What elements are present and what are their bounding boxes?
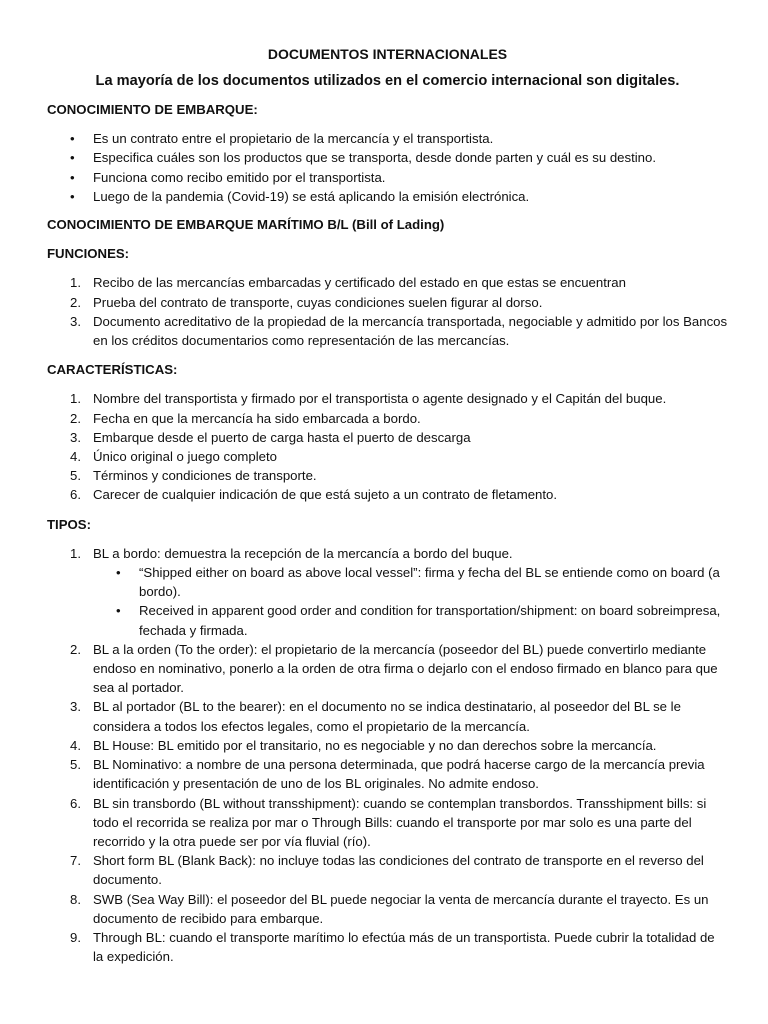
item-text: Único original o juego completo [93, 449, 278, 465]
list-item [47, 755, 728, 793]
item-number: 7. [70, 853, 81, 869]
item-text: Recibo de las mercancías embarcadas y certificado del estado en que estas se encuentran [93, 275, 626, 291]
item-text: BL sin transbordo (BL without transshipment): cuando se contemplan transbordos. Transshipment bills: si todo el recorrida se realiza por mar o Through Bills: cuando el transporte por mar solo es una parte del recorrido y la otra puede ser por vía fluvial (río). [93, 795, 707, 849]
item-text: Short form BL (Blank Back): no incluye todas las condiciones del contrato de transporte en el reverso del documento. [93, 853, 704, 888]
item-number: 4. [70, 449, 81, 465]
item-text: BL House: BL emitido por el transitario, no es negociable y no dan derechos sobre la mercancía. [93, 737, 657, 753]
item-number: 5. [70, 757, 81, 773]
item-text: Documento acreditativo de la propiedad de la mercancía transportada, negociable y admitido por los Bancos en los créditos documentarios como representación de las mercancías. [93, 313, 728, 349]
section-heading-tipos: TIPOS: [47, 516, 91, 532]
item-text: Términos y condiciones de transporte. [93, 468, 317, 484]
item-number: 2. [70, 641, 81, 657]
item-text: BL al portador (BL to the bearer): en el documento no se indica destinatario, al poseedor del BL se le considera a todos los efectos legales, como el propietario de la mercancía. [93, 699, 681, 734]
item-number: 4. [70, 737, 81, 753]
item-text: Prueba del contrato de transporte, cuyas condiciones suelen figurar al dorso. [93, 294, 543, 310]
item-text: BL a la orden (To the order): el propietario de la mercancía (poseedor del BL) puede convertirlo mediante endoso en nominativo, ponerlo a la orden de otra firma o dejarlo con el endoso firmado en blanco para que sea al portador. [93, 641, 718, 696]
list-item [47, 447, 728, 466]
list-item: • Especifica cuáles son los productos que se transporta, desde donde parten y cuál es su destino. [47, 148, 728, 167]
list-item [47, 293, 728, 312]
list-item [47, 890, 728, 928]
list-item [47, 485, 728, 504]
sub-list [93, 563, 728, 640]
list-item [47, 312, 728, 350]
list-item [47, 466, 728, 485]
item-number: 1. [70, 391, 81, 407]
section-heading-funciones: FUNCIONES: [47, 246, 130, 262]
list-item [47, 794, 728, 852]
caracteristicas-list [47, 389, 728, 504]
item-number: 1. [70, 545, 81, 561]
funciones-list [47, 273, 728, 350]
document-subtitle: La mayoría de los documentos utilizados en el comercio internacional son digitales. [95, 73, 680, 89]
list-item: • Es un contrato entre el propietario de la mercancía y el transportista. [47, 129, 728, 148]
item-text: Embarque desde el puerto de carga hasta el puerto de descarga [93, 429, 471, 445]
list-item [47, 640, 728, 698]
list-item [47, 928, 728, 966]
list-item [47, 428, 728, 447]
item-text: Nombre del transportista y firmado por el transportista o agente designado y el Capitán del buque. [93, 391, 667, 407]
list-item [47, 544, 728, 640]
list-item: • Funciona como recibo emitido por el transportista. [47, 168, 728, 187]
item-number: 9. [70, 929, 81, 945]
item-text: Carecer de cualquier indicación de que está sujeto a un contrato de fletamento. [93, 487, 558, 503]
section-heading-bl-maritimo: CONOCIMIENTO DE EMBARQUE MARÍTIMO B/L (Bill of Lading) [47, 217, 445, 233]
document-title: DOCUMENTOS INTERNACIONALES [267, 46, 508, 62]
item-number: 3. [70, 429, 81, 445]
list-item [47, 736, 728, 755]
section-heading-caracteristicas: CARACTERÍSTICAS: [47, 362, 178, 378]
item-number: 2. [70, 410, 81, 426]
list-item [47, 273, 728, 292]
sub-list-item: • Received in apparent good order and condition for transportation/shipment: on board sobreimpresa, fechada y firmada. [93, 601, 728, 639]
item-number: 6. [70, 487, 81, 503]
item-text: Through BL: cuando el transporte marítimo lo efectúa más de un transportista. Puede cubrir la totalidad de la expedición. [93, 929, 715, 965]
sub-list-item: • “Shipped either on board as above local vessel”: firma y fecha del BL se entiende como on board (a bordo). [93, 563, 728, 601]
item-number: 1. [70, 275, 81, 291]
list-item [47, 851, 728, 889]
section-heading-conocimiento: CONOCIMIENTO DE EMBARQUE: [47, 102, 258, 117]
item-number: 3. [70, 313, 81, 329]
tipos-list [47, 544, 728, 966]
item-text: BL Nominativo: a nombre de una persona determinada, que podrá hacerse cargo de la mercancía previa identificación y presentación de uno de los BL originales. No admite endoso. [93, 757, 705, 792]
item-number: 6. [70, 795, 81, 811]
item-number: 3. [70, 699, 81, 715]
item-text: Fecha en que la mercancía ha sido embarcada a bordo. [93, 410, 421, 426]
list-item [47, 409, 728, 428]
list-item [47, 389, 728, 408]
item-number: 5. [70, 468, 81, 484]
conocimiento-list [47, 129, 728, 206]
list-item [47, 697, 728, 735]
item-number: 8. [70, 891, 81, 907]
item-number: 2. [70, 294, 81, 310]
item-text: SWB (Sea Way Bill): el poseedor del BL puede negociar la venta de mercancía durante el trayecto. Es un documento de recibido para embarque. [93, 891, 709, 926]
item-text: BL a bordo: demuestra la recepción de la mercancía a bordo del buque. [93, 545, 513, 561]
list-item: • Luego de la pandemia (Covid-19) se está aplicando la emisión electrónica. [47, 187, 728, 206]
